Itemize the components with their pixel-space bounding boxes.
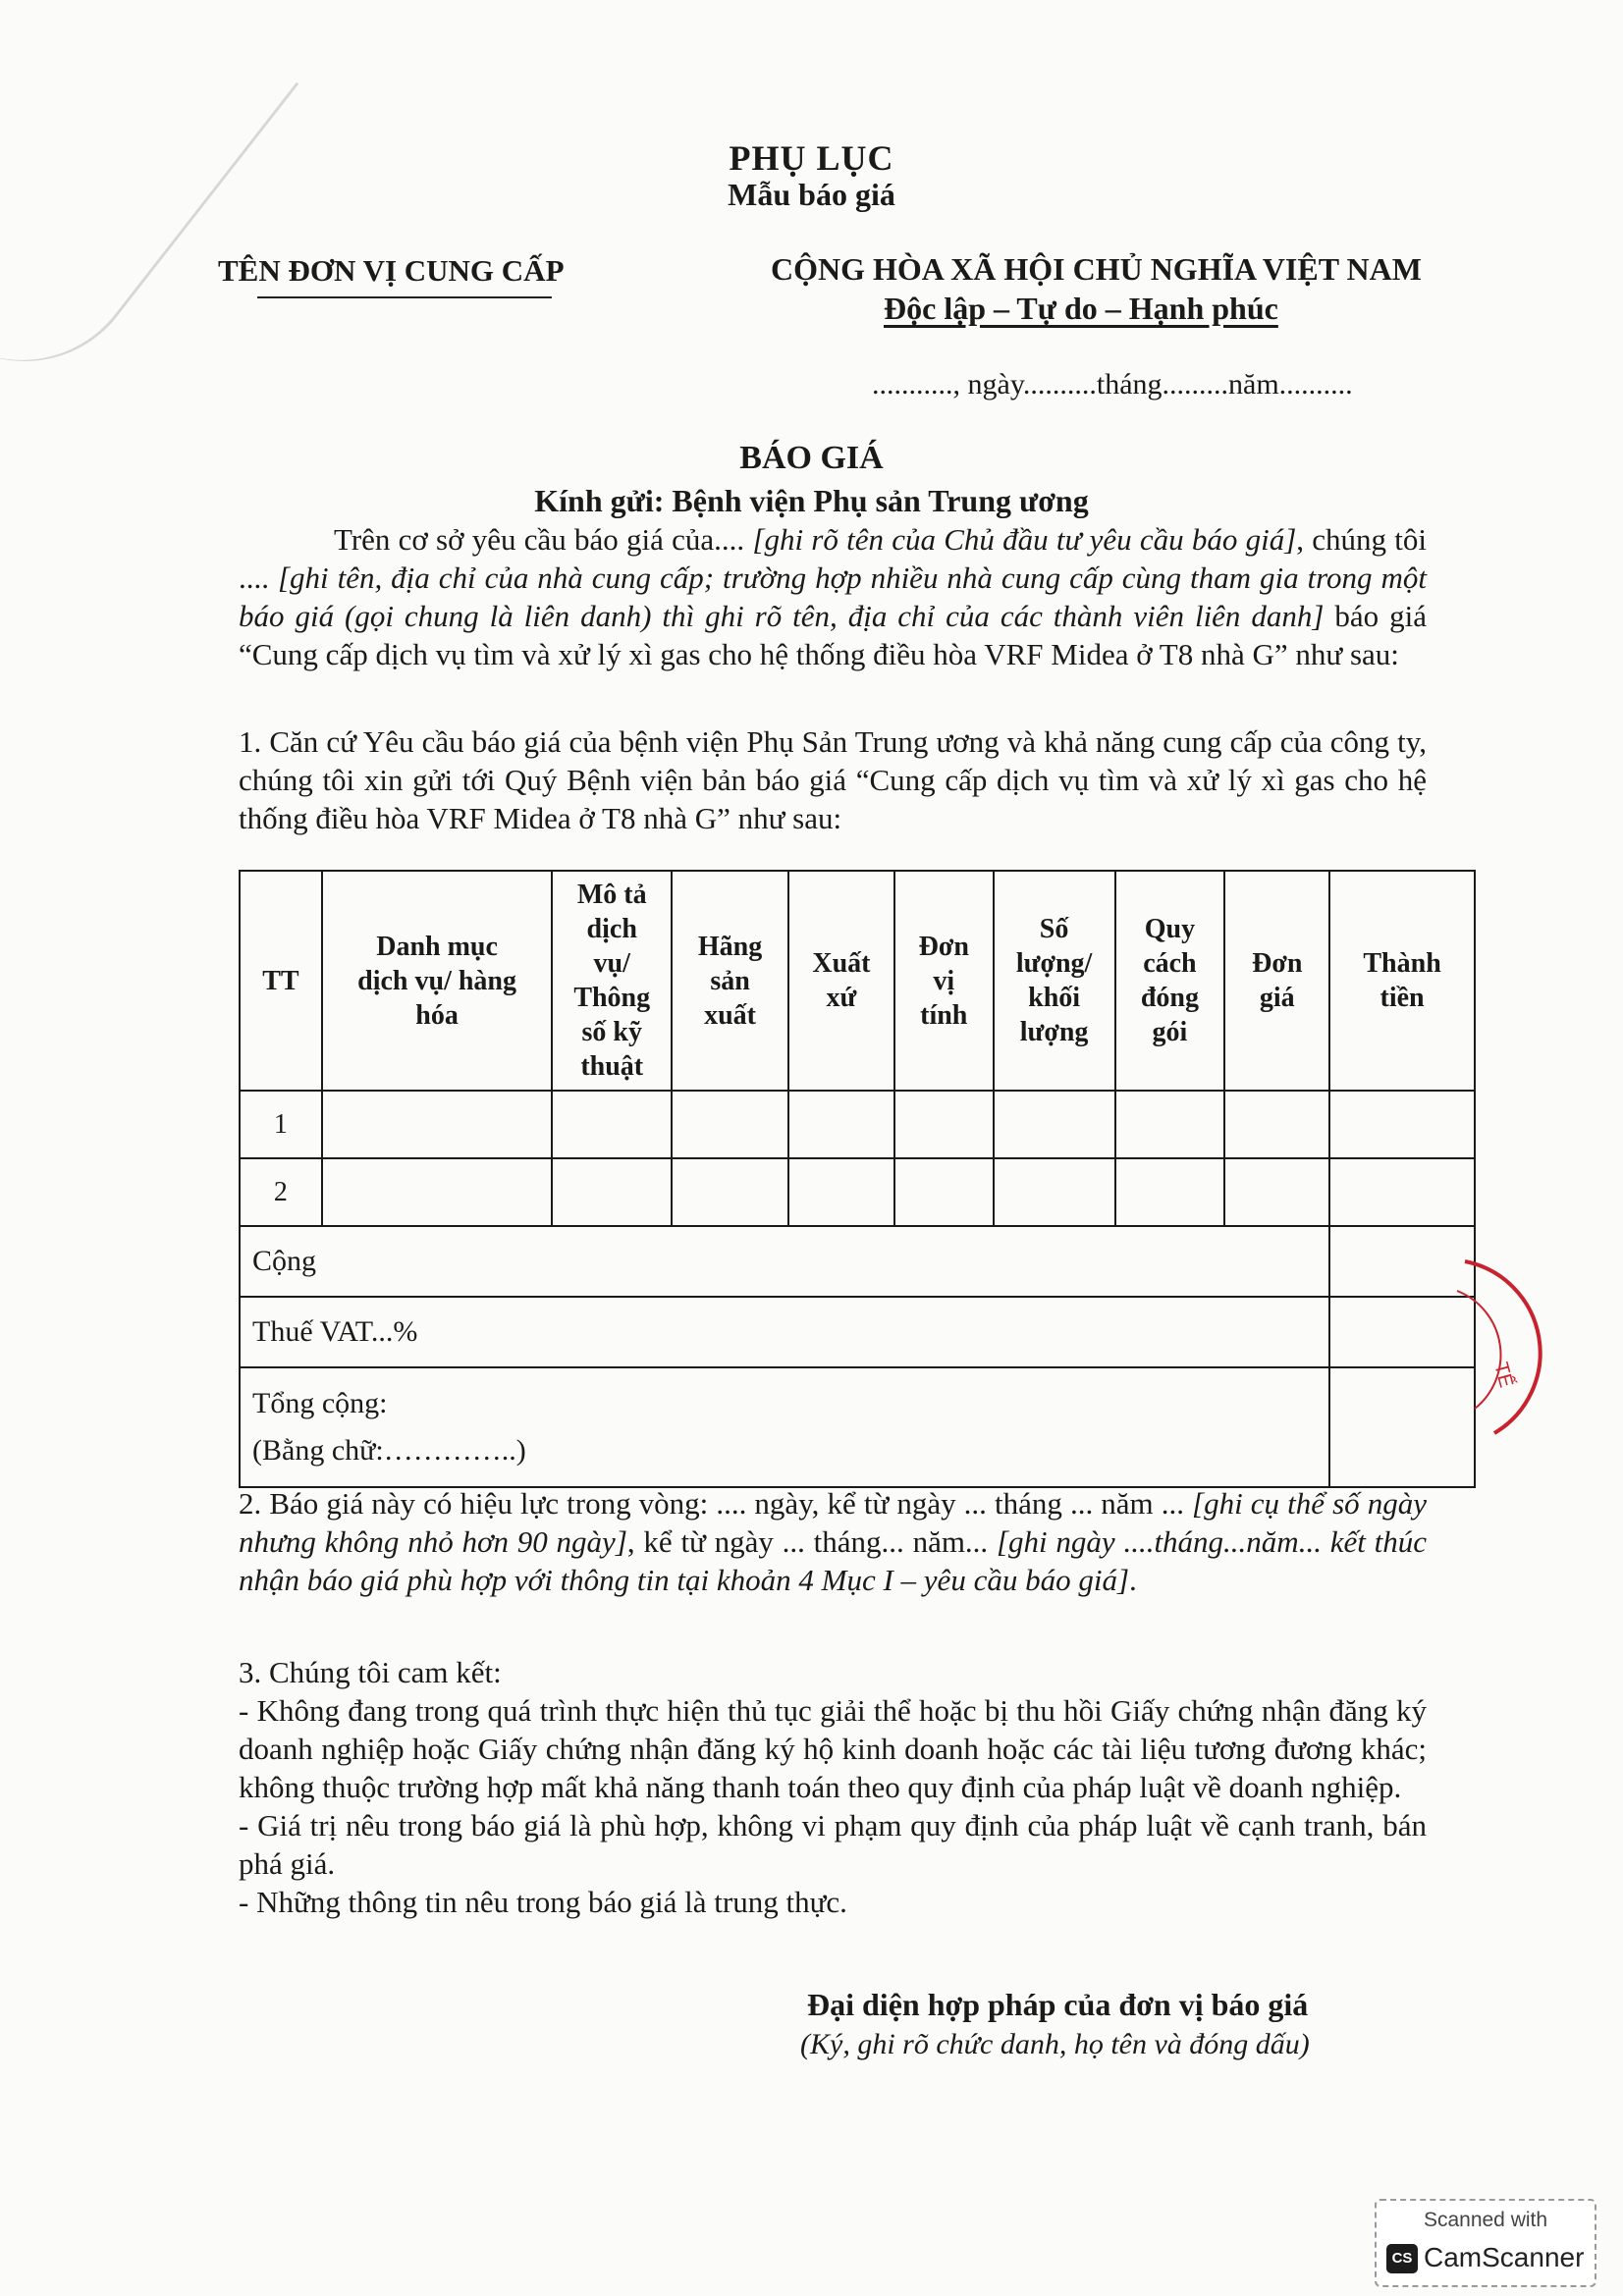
- row-number: 1: [240, 1091, 322, 1158]
- validity-paragraph: [239, 1484, 1427, 1599]
- column-header-line: Hãng: [697, 931, 763, 962]
- date-line: ..........., ngày..........tháng.........năm..........: [872, 368, 1353, 400]
- column-header-line: TT: [262, 965, 299, 996]
- table-header-row: [240, 871, 1475, 1091]
- quote-title: BÁO GIÁ: [739, 440, 884, 476]
- column-header-line: Xuất: [812, 948, 871, 979]
- quote-table: [239, 870, 1476, 1488]
- appendix-subtitle: Mẫu báo giá: [728, 177, 895, 212]
- table-row: [240, 1091, 1475, 1158]
- column-header-line: lượng: [1019, 1017, 1089, 1047]
- column-header-line: vụ/: [593, 948, 630, 979]
- table-cell: [1329, 1091, 1475, 1158]
- red-stamp-icon: [1435, 1252, 1602, 1448]
- appendix-title: PHỤ LỤC: [729, 138, 894, 178]
- table-cell: [788, 1091, 894, 1158]
- signature-title: Đại diện hợp pháp của đơn vị báo giá: [807, 1987, 1309, 2022]
- table-cell: [322, 1091, 552, 1158]
- column-header-line: sản: [710, 965, 750, 996]
- column-header: [240, 871, 322, 1091]
- subtotal-label: Cộng: [240, 1226, 1329, 1297]
- table-cell: [672, 1091, 788, 1158]
- total-label: Tổng cộng:: [252, 1387, 388, 1419]
- intro-tail: báo giá “Cung cấp dịch vụ tìm và xử lý xì gas cho hệ thống điều hòa VRF Midea ở T8 nhà G” như sau:: [239, 599, 1427, 671]
- signature-note: (Ký, ghi rõ chức danh, họ tên và đóng dấu): [800, 2028, 1310, 2060]
- intro-note-investor: [ghi rõ tên của Chủ đầu tư yêu cầu báo giá]: [752, 522, 1297, 557]
- table-cell: [552, 1091, 672, 1158]
- column-header-line: thuật: [580, 1051, 644, 1082]
- column-header-line: dịch vụ/ hàng: [357, 965, 516, 996]
- watermark-brand: CamScanner: [1424, 2242, 1585, 2272]
- commitment-section: [239, 1653, 1427, 1921]
- vat-row: [240, 1297, 1475, 1367]
- watermark-caption: Scanned with: [1423, 2209, 1548, 2231]
- column-header: [994, 871, 1115, 1091]
- item-1-paragraph: 1. Căn cứ Yêu cầu báo giá của bệnh viện Phụ Sản Trung ương và khả năng cung cấp của công ty, chúng tôi xin gửi tới Quý Bệnh viện bản báo giá “Cung cấp dịch vụ tìm và xử lý xì gas cho hệ thống điều hòa VRF Midea ở T8 nhà G” như sau:: [239, 724, 1427, 835]
- validity-mid: , kể từ ngày ... tháng... năm...: [626, 1524, 997, 1559]
- commitment-heading: 3. Chúng tôi cam kết:: [239, 1655, 502, 1689]
- validity-note-date: [ghi ngày ....tháng...năm... kết thúc nhận báo giá phù hợp với thông tin tại khoản 4 Mục I – yêu cầu báo giá]: [239, 1524, 1427, 1597]
- column-header-line: Quy: [1144, 914, 1196, 944]
- commitment-item: - Những thông tin nêu trong báo giá là trung thực.: [239, 1885, 847, 1919]
- table-cell: [994, 1091, 1115, 1158]
- column-header-line: vị: [933, 965, 955, 996]
- column-header: [1224, 871, 1329, 1091]
- svg-text:TẾ: TẾ: [1489, 1360, 1518, 1390]
- column-header-line: lượng/: [1015, 948, 1093, 979]
- column-header: [672, 871, 788, 1091]
- table-cell: [322, 1158, 552, 1226]
- table-cell: [788, 1158, 894, 1226]
- column-header-line: Danh mục: [376, 931, 498, 962]
- intro-note-supplier: [ghi tên, địa chỉ của nhà cung cấp; trường hợp nhiều nhà cung cấp cùng tham gia trong một báo giá (gọi chung là liên danh) thì ghi rõ tên, địa chỉ của các thành viên liên danh]: [239, 561, 1428, 633]
- national-title: CỘNG HÒA XÃ HỘI CHỦ NGHĨA VIỆT NAM: [771, 251, 1422, 287]
- commitment-item: - Không đang trong quá trình thực hiện thủ tục giải thể hoặc bị thu hồi Giấy chứng nhận đăng ký doanh nghiệp hoặc Giấy chứng nhận đăng ký hộ kinh doanh hoặc các tài liệu tương đương khác; không thuộc trường hợp mất khả năng thanh toán theo quy định của pháp luật về doanh nghiệp.: [239, 1693, 1427, 1804]
- commitment-item: - Giá trị nêu trong báo giá là phù hợp, không vi phạm quy định của pháp luật về cạnh tranh, bán phá giá.: [239, 1808, 1427, 1881]
- column-header-line: Đơn: [1252, 948, 1303, 979]
- column-header-line: tính: [920, 999, 968, 1031]
- national-motto: Độc lập – Tự do – Hạnh phúc: [884, 291, 1278, 326]
- column-header-line: tiền: [1380, 983, 1425, 1013]
- column-header-line: hóa: [415, 999, 459, 1031]
- validity-end: .: [1129, 1563, 1137, 1597]
- table-cell: [1329, 1158, 1475, 1226]
- column-header: [1329, 871, 1475, 1091]
- column-header: [894, 871, 994, 1091]
- total-in-words: (Bằng chữ:…………..): [252, 1434, 526, 1467]
- column-header-line: số kỹ: [581, 1017, 642, 1047]
- column-header: [1115, 871, 1225, 1091]
- column-header: [322, 871, 552, 1091]
- table-cell: [1224, 1091, 1329, 1158]
- table-row: [240, 1158, 1475, 1226]
- column-header-line: khối: [1028, 983, 1081, 1013]
- column-header-line: gói: [1152, 1017, 1188, 1047]
- table-cell: [1224, 1158, 1329, 1226]
- table-cell: [672, 1158, 788, 1226]
- supplier-underline: [257, 296, 552, 298]
- column-header-line: Thông: [573, 983, 651, 1013]
- column-header: [552, 871, 672, 1091]
- table-cell: [894, 1091, 994, 1158]
- supplier-name-placeholder: TÊN ĐƠN VỊ CUNG CẤP: [218, 253, 565, 288]
- column-header-line: xứ: [826, 983, 857, 1013]
- total-label-cell: [240, 1367, 1329, 1487]
- validity-note-days: [ghi cụ thể số ngày nhưng không nhỏ hơn 90 ngày]: [239, 1486, 1427, 1559]
- intro-paragraph: [239, 520, 1427, 673]
- table-cell: [894, 1158, 994, 1226]
- column-header-line: Số: [1039, 914, 1069, 944]
- column-header-line: xuất: [704, 999, 757, 1031]
- subtotal-row: [240, 1226, 1475, 1297]
- column-header-line: đóng: [1140, 983, 1199, 1013]
- table-cell: [1115, 1091, 1225, 1158]
- column-header: [788, 871, 894, 1091]
- vat-label: Thuế VAT...%: [240, 1297, 1329, 1367]
- camscanner-watermark: [1375, 2199, 1596, 2287]
- intro-mid: , chúng tôi ....: [239, 522, 1427, 595]
- camscanner-logo-icon: CS: [1386, 2244, 1418, 2273]
- column-header-line: Thành: [1363, 948, 1441, 979]
- column-header-line: dịch: [586, 914, 637, 944]
- quote-recipient: Kính gửi: Bệnh viện Phụ sản Trung ương: [534, 483, 1089, 518]
- intro-lead: Trên cơ sở yêu cầu báo giá của....: [334, 522, 753, 557]
- column-header-line: cách: [1143, 948, 1197, 979]
- validity-lead: 2. Báo giá này có hiệu lực trong vòng: .... ngày, kể từ ngày ... tháng ... năm ...: [239, 1486, 1193, 1521]
- column-header-line: giá: [1259, 983, 1295, 1013]
- table-cell: [552, 1158, 672, 1226]
- total-row: [240, 1367, 1475, 1487]
- row-number: 2: [240, 1158, 322, 1226]
- table-cell: [1115, 1158, 1225, 1226]
- table-cell: [994, 1158, 1115, 1226]
- column-header-line: Mô tả: [576, 880, 647, 910]
- column-header-line: Đơn: [918, 931, 969, 962]
